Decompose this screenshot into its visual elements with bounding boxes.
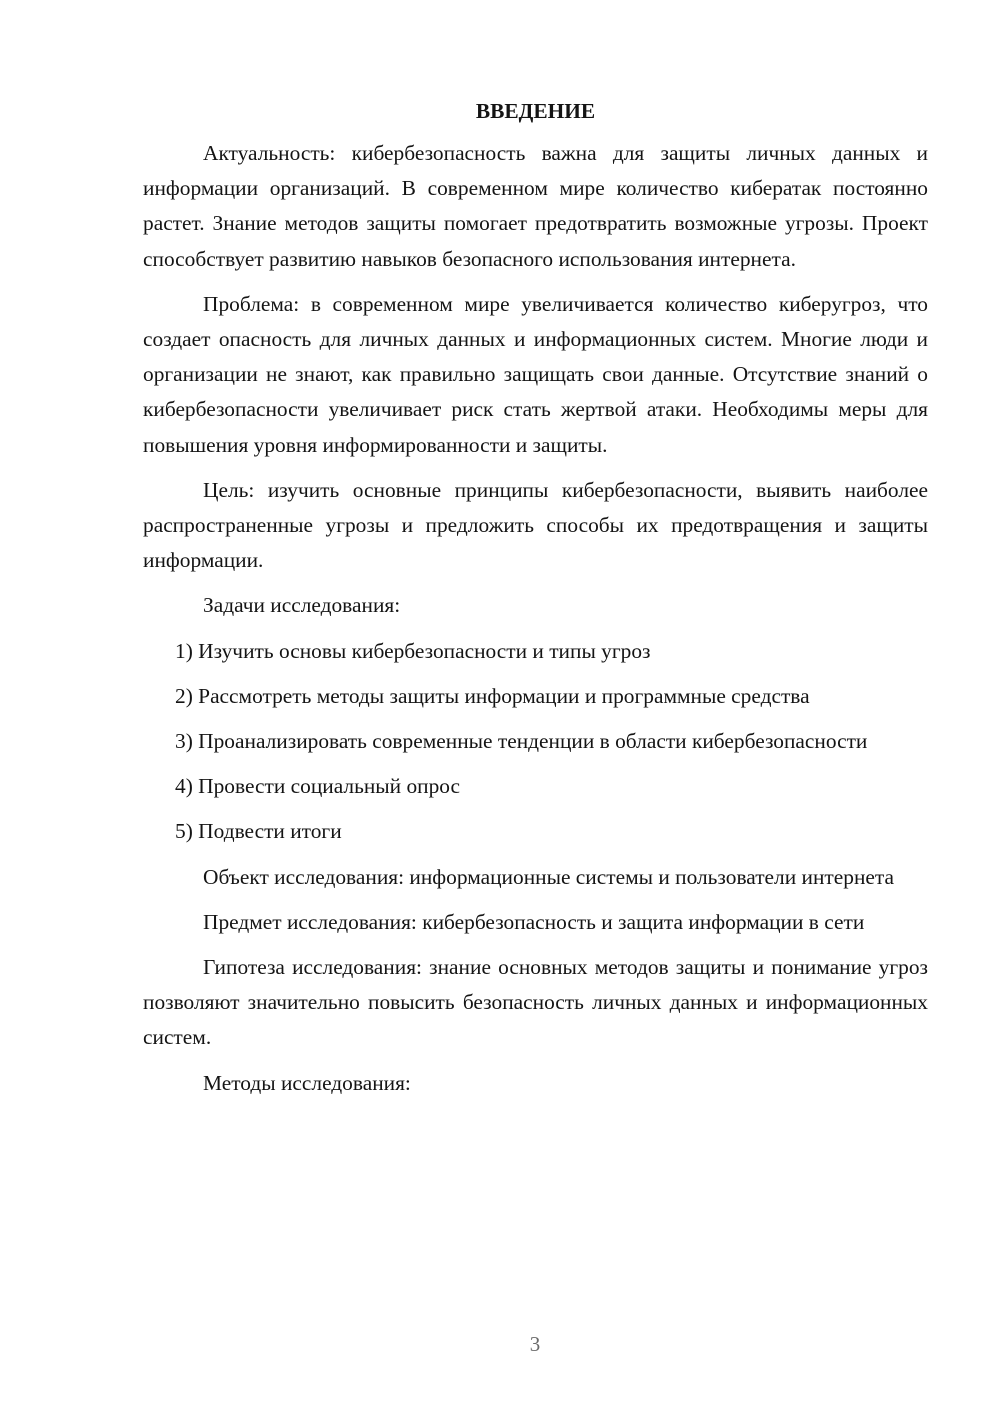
methods-heading: Методы исследования: (203, 1070, 411, 1095)
hypothesis-paragraph: Гипотеза исследования: знание основных методов защиты и понимание угроз позволяют значительно повысить безопасность личных данных и информационных систем. (143, 955, 928, 1050)
list-item: 5) Подвести итоги (175, 819, 342, 844)
actuality-paragraph: Актуальность: кибербезопасность важна для защиты личных данных и информации организаций. В современном мире количество кибератак постоянно растет. Знание методов защиты помогает предотвратить возможные угрозы. Проект способствует развитию навыков безопасного использования интернета. (143, 141, 928, 271)
goal-paragraph: Цель: изучить основные принципы кибербезопасности, выявить наиболее распространенные угрозы и предложить способы их предотвращения и защиты информации. (143, 477, 928, 573)
section-title: ВВЕДЕНИЕ (475, 99, 596, 123)
list-item: 4) Провести социальный опрос (175, 774, 461, 799)
tasks-list (143, 634, 928, 850)
object-paragraph: Объект исследования: информационные системы и пользователи интернета (203, 864, 894, 889)
tasks-heading: Задачи исследования: (203, 593, 401, 618)
document-page (143, 96, 928, 1111)
problem-paragraph: Проблема: в современном мире увеличивается количество киберугроз, что создает опасность для личных данных и информационных систем. Многие люди и организации не знают, как правильно защищать свои данные. Отсутствие знаний о кибербезопасности увеличивает риск стать жертвой атаки. Необходимы меры для повышения уровня информированности и защиты. (143, 291, 928, 457)
subject-paragraph: Предмет исследования: кибербезопасность и защита информации в сети (203, 909, 865, 934)
list-item: 2) Рассмотреть методы защиты информации и программные средства (175, 683, 810, 708)
list-item: 1) Изучить основы кибербезопасности и типы угроз (175, 638, 651, 663)
page-number: 3 (529, 1332, 541, 1356)
list-item: 3) Проанализировать современные тенденции в области кибербезопасности (175, 729, 868, 754)
